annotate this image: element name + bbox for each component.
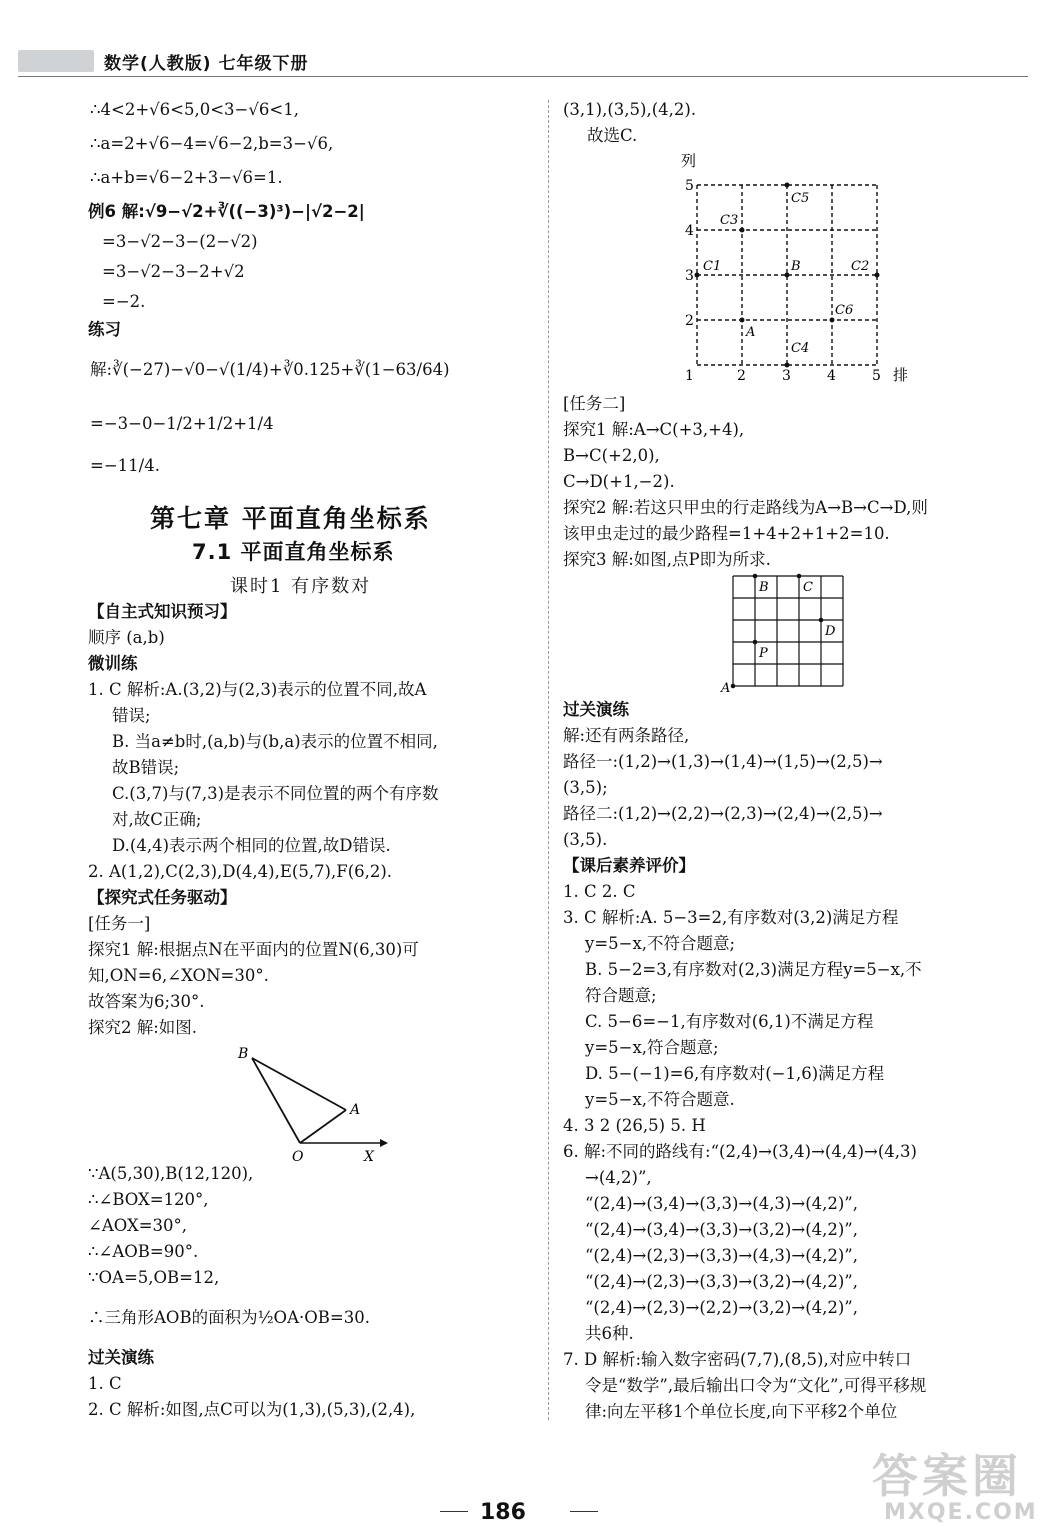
y-tick: 4 (685, 223, 694, 239)
text-line: (3,1),(3,5),(4,2). (563, 100, 697, 119)
text-line: 共6种. (585, 1324, 634, 1343)
text-line: B. 当a≠b时,(a,b)与(b,a)表示的位置不相同, (112, 732, 438, 751)
text-line: 【探究式任务驱动】 (88, 888, 237, 907)
text-line: 例6 解:√9−√2+∛((−3)³)−|√2−2| (88, 202, 365, 221)
text-line: 1. C (88, 1374, 122, 1393)
text-line: ∴a=2+√6−4=√6−2,b=3−√6, (90, 134, 334, 153)
text-line: =3−√2−3−2+√2 (102, 262, 245, 281)
text-line: ∴∠AOB=90°. (88, 1242, 199, 1261)
text-line: 探究2 解:若这只甲虫的行走路线为A→B→C→D,则 (563, 498, 928, 517)
column-divider (548, 100, 549, 1420)
text-line: C.(3,7)与(7,3)是表示不同位置的两个有序数 (112, 784, 439, 803)
label-c4: C4 (791, 341, 810, 356)
text-line: 探究3 解:如图,点P即为所求. (563, 550, 771, 569)
text-line: 探究1 解:A→C(+3,+4), (563, 420, 745, 439)
text-line: 过关演练 (88, 1348, 154, 1367)
text-line: 符合题意; (585, 986, 657, 1005)
point-c5 (785, 183, 790, 188)
text-line: 过关演练 (563, 700, 629, 719)
text-line: 1. C 解析:A.(3,2)与(2,3)表示的位置不同,故A (88, 680, 427, 699)
text-line: 4. 3 2 (26,5) 5. H (563, 1116, 706, 1135)
page-number-dash (570, 1511, 598, 1512)
text-line: ∵A(5,30),B(12,120), (88, 1164, 254, 1183)
lesson-title: 课时1 有序数对 (230, 576, 372, 597)
header-title: 数学(人教版) 七年级下册 (104, 54, 309, 74)
y-tick: 2 (685, 313, 694, 329)
text-line: [任务一] (88, 914, 151, 933)
label-d: D (825, 624, 836, 639)
label-a: A (721, 681, 731, 696)
text-line: “(2,4)→(3,4)→(3,3)→(4,3)→(4,2)”, (585, 1194, 858, 1213)
text-line: 故B错误; (112, 758, 180, 777)
label-c3: C3 (720, 213, 739, 228)
point-c3 (740, 228, 745, 233)
point-p (753, 640, 758, 645)
label-c6: C6 (835, 303, 854, 318)
point-d (819, 618, 824, 623)
label-p: P (759, 646, 768, 661)
grid-figure-2 (713, 572, 853, 696)
text-line: “(2,4)→(2,3)→(3,3)→(3,2)→(4,2)”, (585, 1272, 858, 1291)
text-line: “(2,4)→(3,4)→(3,3)→(3,2)→(4,2)”, (585, 1220, 858, 1239)
point-a (731, 684, 736, 689)
series-logo (18, 50, 94, 72)
text-line: 故选C. (587, 126, 638, 145)
text-line: 知,ON=6,∠XON=30°. (88, 966, 269, 985)
text-line: 练习 (88, 320, 121, 339)
point-c6 (830, 318, 835, 323)
text-line: C. 5−6=−1,有序数对(6,1)不满足方程 (585, 1012, 874, 1031)
label-b: B (759, 580, 769, 595)
text-line: =−11/4. (90, 456, 160, 475)
text-line: 3. C 解析:A. 5−3=2,有序数对(3,2)满足方程 (563, 908, 899, 927)
y-tick: 3 (685, 268, 694, 284)
text-line: 微训练 (88, 654, 138, 673)
text-line: y=5−x,不符合题意. (585, 1090, 735, 1109)
text-line: =−2. (102, 292, 146, 311)
text-line: “(2,4)→(2,3)→(2,2)→(3,2)→(4,2)”, (585, 1298, 858, 1317)
text-line: ∵OA=5,OB=12, (88, 1268, 220, 1287)
text-line: 6. 解:不同的路线有:“(2,4)→(3,4)→(4,4)→(4,3) (563, 1142, 917, 1161)
text-line: “(2,4)→(2,3)→(3,3)→(4,3)→(4,2)”, (585, 1246, 858, 1265)
text-line: 【自主式知识预习】 (88, 602, 237, 621)
text-line: ∴三角形AOB的面积为½OA·OB=30. (88, 1308, 370, 1327)
point-c1 (695, 273, 700, 278)
point-a (740, 318, 745, 323)
text-line: D.(4,4)表示两个相同的位置,故D错误. (112, 836, 391, 855)
x-axis-label: 排 (893, 366, 909, 384)
text-line: ∴4<2+√6<5,0<3−√6<1, (90, 100, 299, 119)
point-c4 (785, 363, 790, 368)
text-line: 令是“数学”,最后输出口令为“文化”,可得平移规 (585, 1376, 927, 1395)
arrowhead-icon (380, 1139, 388, 1147)
text-line: 对,故C正确; (112, 810, 202, 829)
text-line: ∴a+b=√6−2+3−√6=1. (90, 168, 283, 187)
text-line: ∠AOX=30°, (88, 1216, 188, 1235)
text-line: 2. C 解析:如图,点C可以为(1,3),(5,3),(2,4), (88, 1400, 416, 1419)
text-line: →(4,2)”, (585, 1168, 652, 1187)
text-line: 错误; (112, 706, 151, 725)
text-line: 7. D 解析:输入数字密码(7,7),(8,5),对应中转口 (563, 1350, 912, 1369)
text-line: C→D(+1,−2). (563, 472, 675, 491)
text-line: 路径二:(1,2)→(2,2)→(2,3)→(2,4)→(2,5)→ (563, 804, 883, 823)
label-c5: C5 (791, 191, 810, 206)
label-c: C (803, 580, 813, 595)
segment-oa (300, 1110, 346, 1143)
triangle-figure (230, 1044, 390, 1164)
label-a: A (746, 325, 756, 340)
watermark-url: MXQE.COM (884, 1500, 1038, 1525)
y-tick: 5 (685, 178, 694, 194)
x-tick: 2 (737, 368, 746, 384)
text-line: B→C(+2,0), (563, 446, 660, 465)
text-line: y=5−x,符合题意; (585, 1038, 719, 1057)
page-header (18, 44, 1028, 74)
label-a: A (350, 1102, 361, 1118)
point-b (753, 574, 758, 579)
text-line: =−3−0−1/2+1/2+1/4 (90, 414, 274, 433)
text-line: 2. A(1,2),C(2,3),D(4,4),E(5,7),F(6,2). (88, 862, 393, 881)
text-line: 探究2 解:如图. (88, 1018, 198, 1037)
text-line: 故答案为6;30°. (88, 992, 205, 1011)
text-line: 解:还有两条路径, (563, 726, 690, 745)
text-line: ∴∠BOX=120°, (88, 1190, 209, 1209)
grid-figure-1 (663, 150, 923, 390)
point-c (797, 574, 802, 579)
text-line: D. 5−(−1)=6,有序数对(−1,6)满足方程 (585, 1064, 885, 1083)
text-line: 路径一:(1,2)→(1,3)→(1,4)→(1,5)→(2,5)→ (563, 752, 883, 771)
page-number-dash (440, 1511, 468, 1512)
text-line: (3,5). (563, 830, 608, 849)
text-line: 该甲虫走过的最少路程=1+4+2+1+2=10. (563, 524, 890, 543)
label-x: X (364, 1149, 374, 1164)
x-tick: 4 (827, 368, 836, 384)
text-line: 探究1 解:根据点N在平面内的位置N(6,30)可 (88, 940, 419, 959)
y-axis-label: 列 (681, 152, 697, 170)
point-c2 (875, 273, 880, 278)
text-line: 【课后素养评价】 (563, 856, 695, 875)
point-b (785, 273, 790, 278)
text-line: 解:∛(−27)−√0−√(1/4)+∛0.125+∛(1−63/64) (90, 360, 450, 379)
text-line: B. 5−2=3,有序数对(2,3)满足方程y=5−x,不 (585, 960, 922, 979)
label-c2: C2 (851, 259, 870, 274)
text-line: (3,5); (563, 778, 608, 797)
label-c1: C1 (703, 259, 722, 274)
text-line: 1. C 2. C (563, 882, 636, 901)
text-line: y=5−x,不符合题意; (585, 934, 736, 953)
watermark-title: 答案圈 (872, 1449, 1022, 1503)
text-line: 顺序 (a,b) (88, 628, 165, 647)
text-line: [任务二] (563, 394, 626, 413)
section-title: 7.1 平面直角坐标系 (192, 540, 395, 564)
watermark (860, 1440, 1038, 1530)
x-tick: 1 (685, 368, 694, 384)
label-b: B (238, 1046, 249, 1062)
x-tick: 3 (782, 368, 791, 384)
chapter-title: 第七章 平面直角坐标系 (150, 504, 431, 533)
x-tick: 5 (872, 368, 881, 384)
page-number: 186 (480, 1500, 526, 1525)
header-rule (18, 76, 1028, 77)
label-b: B (791, 259, 801, 274)
label-o: O (292, 1149, 304, 1164)
text-line: 律:向左平移1个单位长度,向下平移2个单位 (585, 1402, 898, 1421)
text-line: =3−√2−3−(2−√2) (102, 232, 258, 251)
